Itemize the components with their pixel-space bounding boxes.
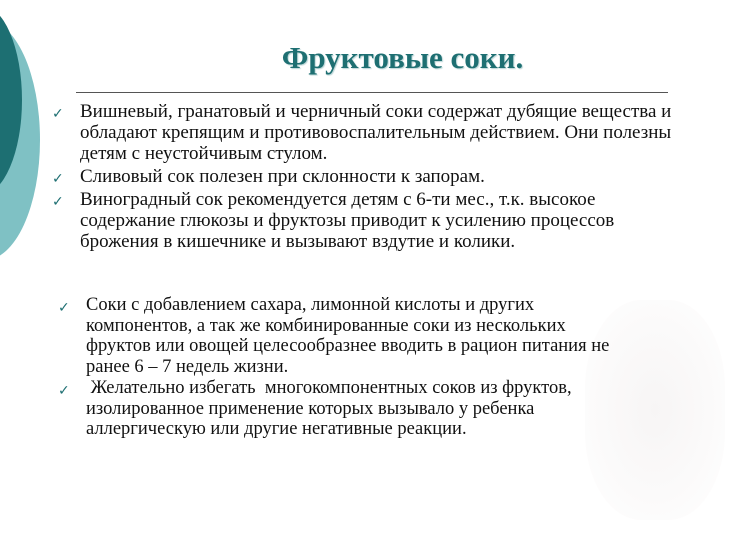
list-item [52,189,692,252]
checkmark-icon: ✓ [58,383,70,399]
checkmark-icon: ✓ [52,106,64,122]
list-item-text: Виноградный сок рекомендуется детям с 6-ти мес., т.к. высокое содержание глюкозы и фруктозы приводит к усилению процессов брожения в кишечнике и вызывают вздутие и колики. [80,189,615,252]
bullet-list-top [52,101,692,254]
slide-title: Фруктовые соки. [281,40,524,75]
list-item-text: Соки с добавлением сахара, лимонной кислоты и других компонентов, а так же комбинированные соки из нескольких фруктов или овощей целесообразнее вводить в рацион питания не ранее 6 – 7 недель жизни. [86,295,610,377]
title-divider [76,92,668,93]
list-item-text: Вишневый, гранатовый и черничный соки содержат дубящие вещества и обладают крепящим и противовоспалительным действием. Они полезны детям с неустойчивым стулом. [80,101,672,164]
list-item [58,378,618,440]
list-item [58,295,618,377]
list-item-text: Сливовый сок полезен при склонности к запорам. [80,166,485,187]
list-item-text: Желательно избегать многокомпонентных соков из фруктов, изолированное применение которых вызывало у ребенка аллергическую или другие негативные реакции. [86,378,577,439]
bullet-list-bottom [58,295,618,441]
list-item [52,101,692,164]
checkmark-icon: ✓ [52,194,64,210]
checkmark-icon: ✓ [52,171,64,187]
checkmark-icon: ✓ [58,300,70,316]
list-item [52,166,692,187]
